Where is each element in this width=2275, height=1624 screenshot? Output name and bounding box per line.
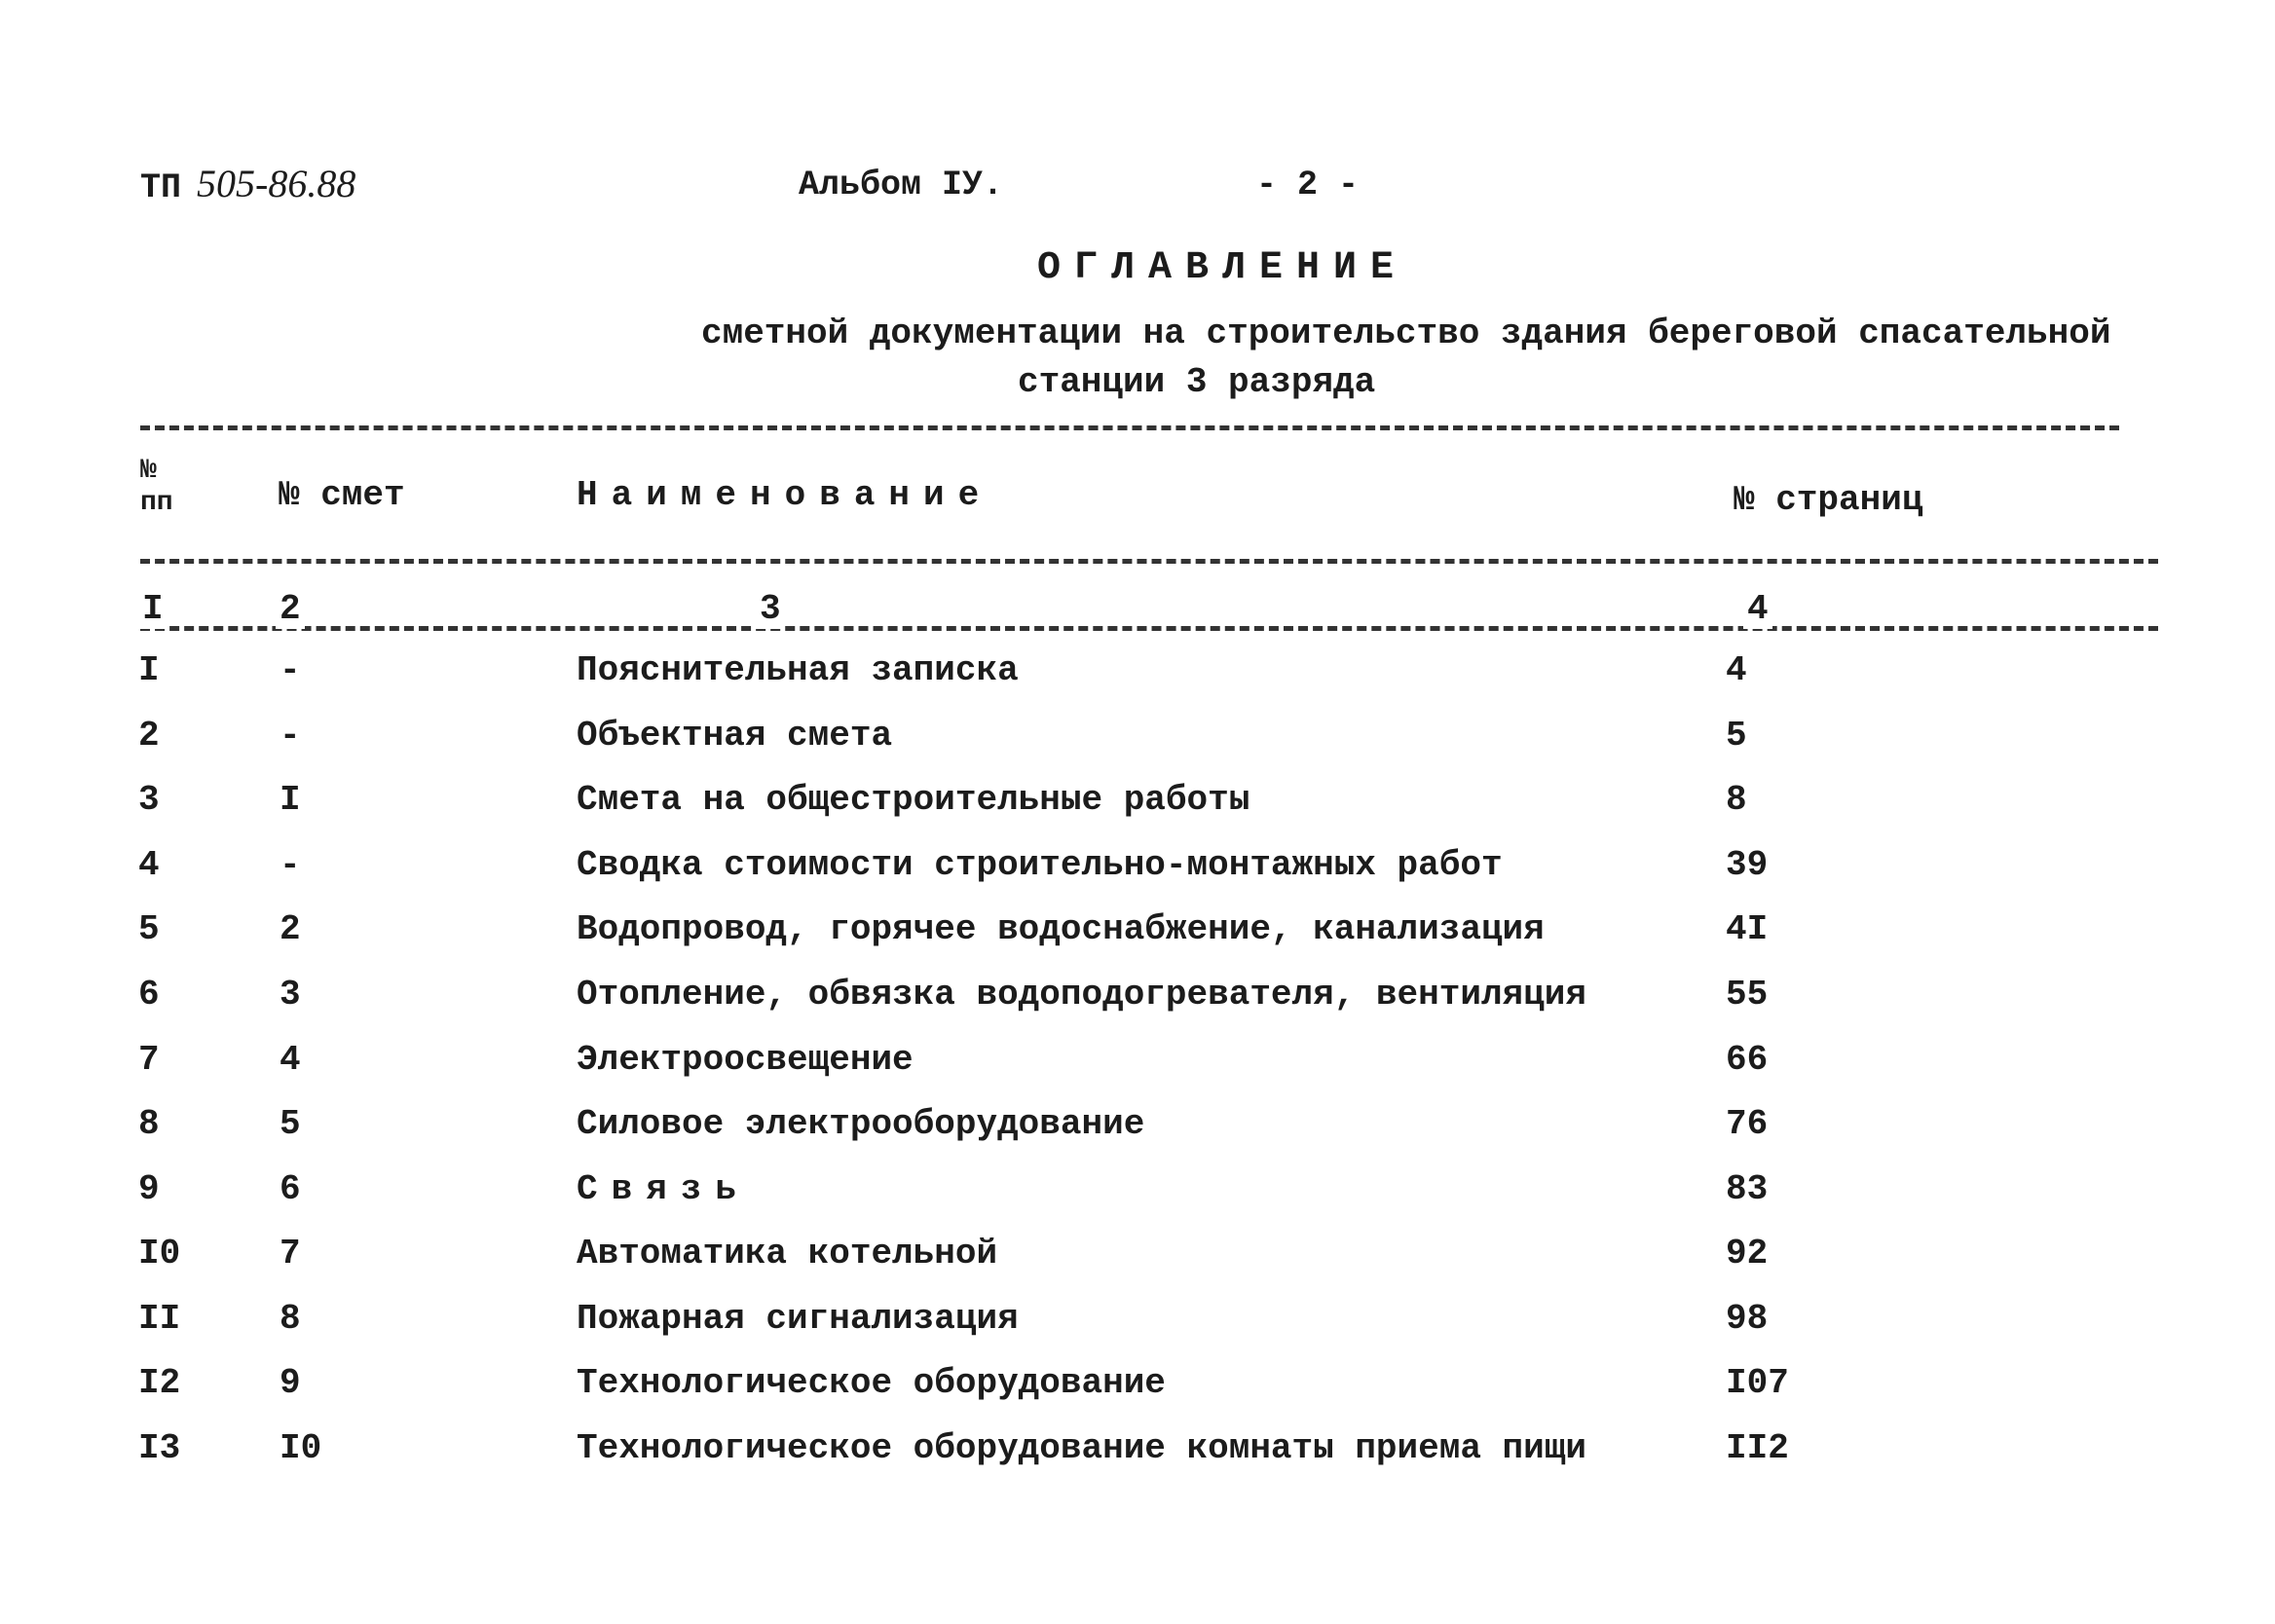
column-header-estimate-number: № смет (279, 475, 405, 515)
row-number: 2 (138, 716, 160, 756)
row-number: I0 (138, 1234, 181, 1273)
row-name: Сводка стоимости строительно-монтажных работ (577, 845, 1503, 885)
table-row (0, 716, 2275, 774)
row-estimate-number: 6 (280, 1169, 301, 1209)
row-page: II2 (1726, 1428, 1789, 1468)
table-row (0, 1363, 2275, 1421)
column-header-name: Наименование (577, 475, 993, 515)
subtitle-line-1: сметной документации на строительство здания береговой спасательной (701, 314, 2111, 353)
table-row (0, 650, 2275, 709)
row-estimate-number: - (280, 650, 301, 690)
row-page: 92 (1726, 1234, 1769, 1273)
row-estimate-number: - (280, 845, 301, 885)
row-name: Пояснительная записка (577, 650, 1019, 690)
column-numbers-rule (140, 626, 2158, 631)
column-number-4: 4 (1743, 589, 1772, 629)
column-number-1: I (138, 589, 168, 629)
row-number: I3 (138, 1428, 181, 1468)
row-estimate-number: 5 (280, 1104, 301, 1144)
row-estimate-number: 4 (280, 1040, 301, 1080)
row-page: I07 (1726, 1363, 1789, 1403)
row-number: 6 (138, 975, 160, 1015)
table-row (0, 1169, 2275, 1228)
table-top-rule (140, 425, 2119, 430)
table-row (0, 1428, 2275, 1487)
row-estimate-number: 8 (280, 1299, 301, 1339)
column-header-pages: № страниц (1734, 480, 1923, 520)
row-number: I (138, 650, 160, 690)
row-number: 8 (138, 1104, 160, 1144)
row-number: I2 (138, 1363, 181, 1403)
row-name: Силовое электрооборудование (577, 1104, 1145, 1144)
table-row (0, 1234, 2275, 1292)
table-row (0, 1299, 2275, 1357)
table-row (0, 845, 2275, 904)
row-number: 7 (138, 1040, 160, 1080)
table-row (0, 909, 2275, 968)
code-number: 505-86.88 (197, 162, 356, 205)
row-name: Технологическое оборудование (577, 1363, 1166, 1403)
row-page: 5 (1726, 716, 1747, 756)
row-page: 55 (1726, 975, 1769, 1015)
code-prefix: ТП (140, 168, 182, 207)
row-number: II (138, 1299, 181, 1339)
row-number: 4 (138, 845, 160, 885)
page-number: - 2 - (1256, 166, 1360, 204)
table-row (0, 780, 2275, 838)
table-row (0, 1040, 2275, 1098)
row-name: Объектная смета (577, 716, 893, 756)
row-number: 9 (138, 1169, 160, 1209)
row-name: Технологическое оборудование комнаты приема пищи (577, 1428, 1586, 1468)
row-page: 4I (1726, 909, 1769, 949)
table-row (0, 975, 2275, 1033)
row-name: Электроосвещение (577, 1040, 914, 1080)
row-name: Пожарная сигнализация (577, 1299, 1019, 1339)
row-estimate-number: I (280, 780, 301, 820)
column-header-pp: пп (140, 488, 173, 518)
row-name: Водопровод, горячее водоснабжение, канализация (577, 909, 1545, 949)
table-row (0, 1104, 2275, 1163)
row-estimate-number: - (280, 716, 301, 756)
row-page: 8 (1726, 780, 1747, 820)
column-header-number-sign: № (140, 456, 157, 486)
page-title: ОГЛАВЛЕНИЕ (1037, 246, 1408, 290)
row-name: Связь (577, 1169, 751, 1209)
row-estimate-number: 7 (280, 1234, 301, 1273)
header-bottom-rule (140, 559, 2158, 564)
album-label: Альбом IУ. (799, 166, 1004, 204)
row-page: 66 (1726, 1040, 1769, 1080)
row-page: 4 (1726, 650, 1747, 690)
row-name: Смета на общестроительные работы (577, 780, 1250, 820)
row-page: 83 (1726, 1169, 1769, 1209)
row-number: 3 (138, 780, 160, 820)
column-number-2: 2 (276, 589, 305, 629)
row-page: 76 (1726, 1104, 1769, 1144)
row-estimate-number: 3 (280, 975, 301, 1015)
row-estimate-number: 2 (280, 909, 301, 949)
row-estimate-number: I0 (280, 1428, 322, 1468)
column-number-3: 3 (756, 589, 785, 629)
row-page: 98 (1726, 1299, 1769, 1339)
subtitle-line-2: станции 3 разряда (1018, 362, 1376, 402)
row-number: 5 (138, 909, 160, 949)
row-name: Отопление, обвязка водоподогревателя, вентиляция (577, 975, 1586, 1015)
row-estimate-number: 9 (280, 1363, 301, 1403)
document-code (140, 161, 355, 207)
row-page: 39 (1726, 845, 1769, 885)
row-name: Автоматика котельной (577, 1234, 998, 1273)
